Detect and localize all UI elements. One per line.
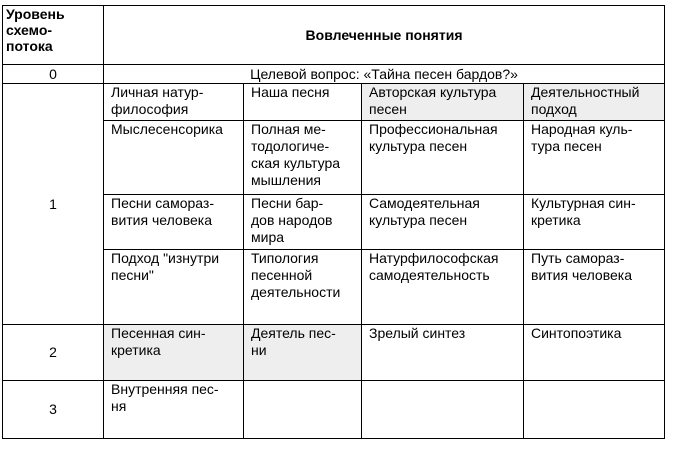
- concept-cell: Профессиональная культура песен: [362, 121, 524, 195]
- concept-cell: Песни бар- дов народов мира: [244, 195, 362, 250]
- header-row: [3, 6, 665, 65]
- concept-cell: [362, 381, 524, 439]
- table-row-level-1: [3, 84, 665, 121]
- concept-cell: Культурная син- кретика: [524, 195, 665, 250]
- concept-cell: Деятель пес- ни: [244, 325, 362, 381]
- table-row-level-2: [3, 325, 665, 381]
- concept-cell: Типология песенной деятельности: [244, 250, 362, 325]
- concept-cell: Песенная син- кретика: [104, 325, 244, 381]
- level-number-2: 2: [3, 325, 104, 381]
- concept-cell: Зрелый синтез: [362, 325, 524, 381]
- level-column-header: Уровень схемо- потока: [3, 6, 104, 65]
- concept-cell: [244, 381, 362, 439]
- concepts-column-header: Вовлеченные понятия: [104, 6, 665, 65]
- concept-cell: Путь самораз- вития человека: [524, 250, 665, 325]
- table-row-level-3: [3, 381, 665, 439]
- concept-cell: Личная натур- философия: [104, 84, 244, 121]
- concept-cell: Деятельностный подход: [524, 84, 665, 121]
- table-row-level-0: [3, 65, 665, 84]
- concept-cell: Наша песня: [244, 84, 362, 121]
- level-number-0: 0: [3, 65, 104, 84]
- level-number-1: 1: [3, 84, 104, 325]
- level-number-3: 3: [3, 381, 104, 439]
- concept-cell: Мыслесенсорика: [104, 121, 244, 195]
- concept-cell: Натурфилософская самодеятельность: [362, 250, 524, 325]
- target-question: Целевой вопрос: «Тайна песен бардов?»: [104, 65, 665, 84]
- concepts-table: [2, 5, 665, 439]
- concept-cell: Синтопоэтика: [524, 325, 665, 381]
- concept-cell: Полная ме- тодологиче- ская культура мышления: [244, 121, 362, 195]
- concept-cell: Песни самораз- вития человека: [104, 195, 244, 250]
- table-wrapper: [2, 5, 665, 439]
- concept-cell: Внутренняя пес- ня: [104, 381, 244, 439]
- concept-cell: [524, 381, 665, 439]
- concept-cell: Самодеятельная культура песен: [362, 195, 524, 250]
- concept-cell: Подход "изнутри песни": [104, 250, 244, 325]
- concept-cell: Народная куль- тура песен: [524, 121, 665, 195]
- concept-cell: Авторская культура песен: [362, 84, 524, 121]
